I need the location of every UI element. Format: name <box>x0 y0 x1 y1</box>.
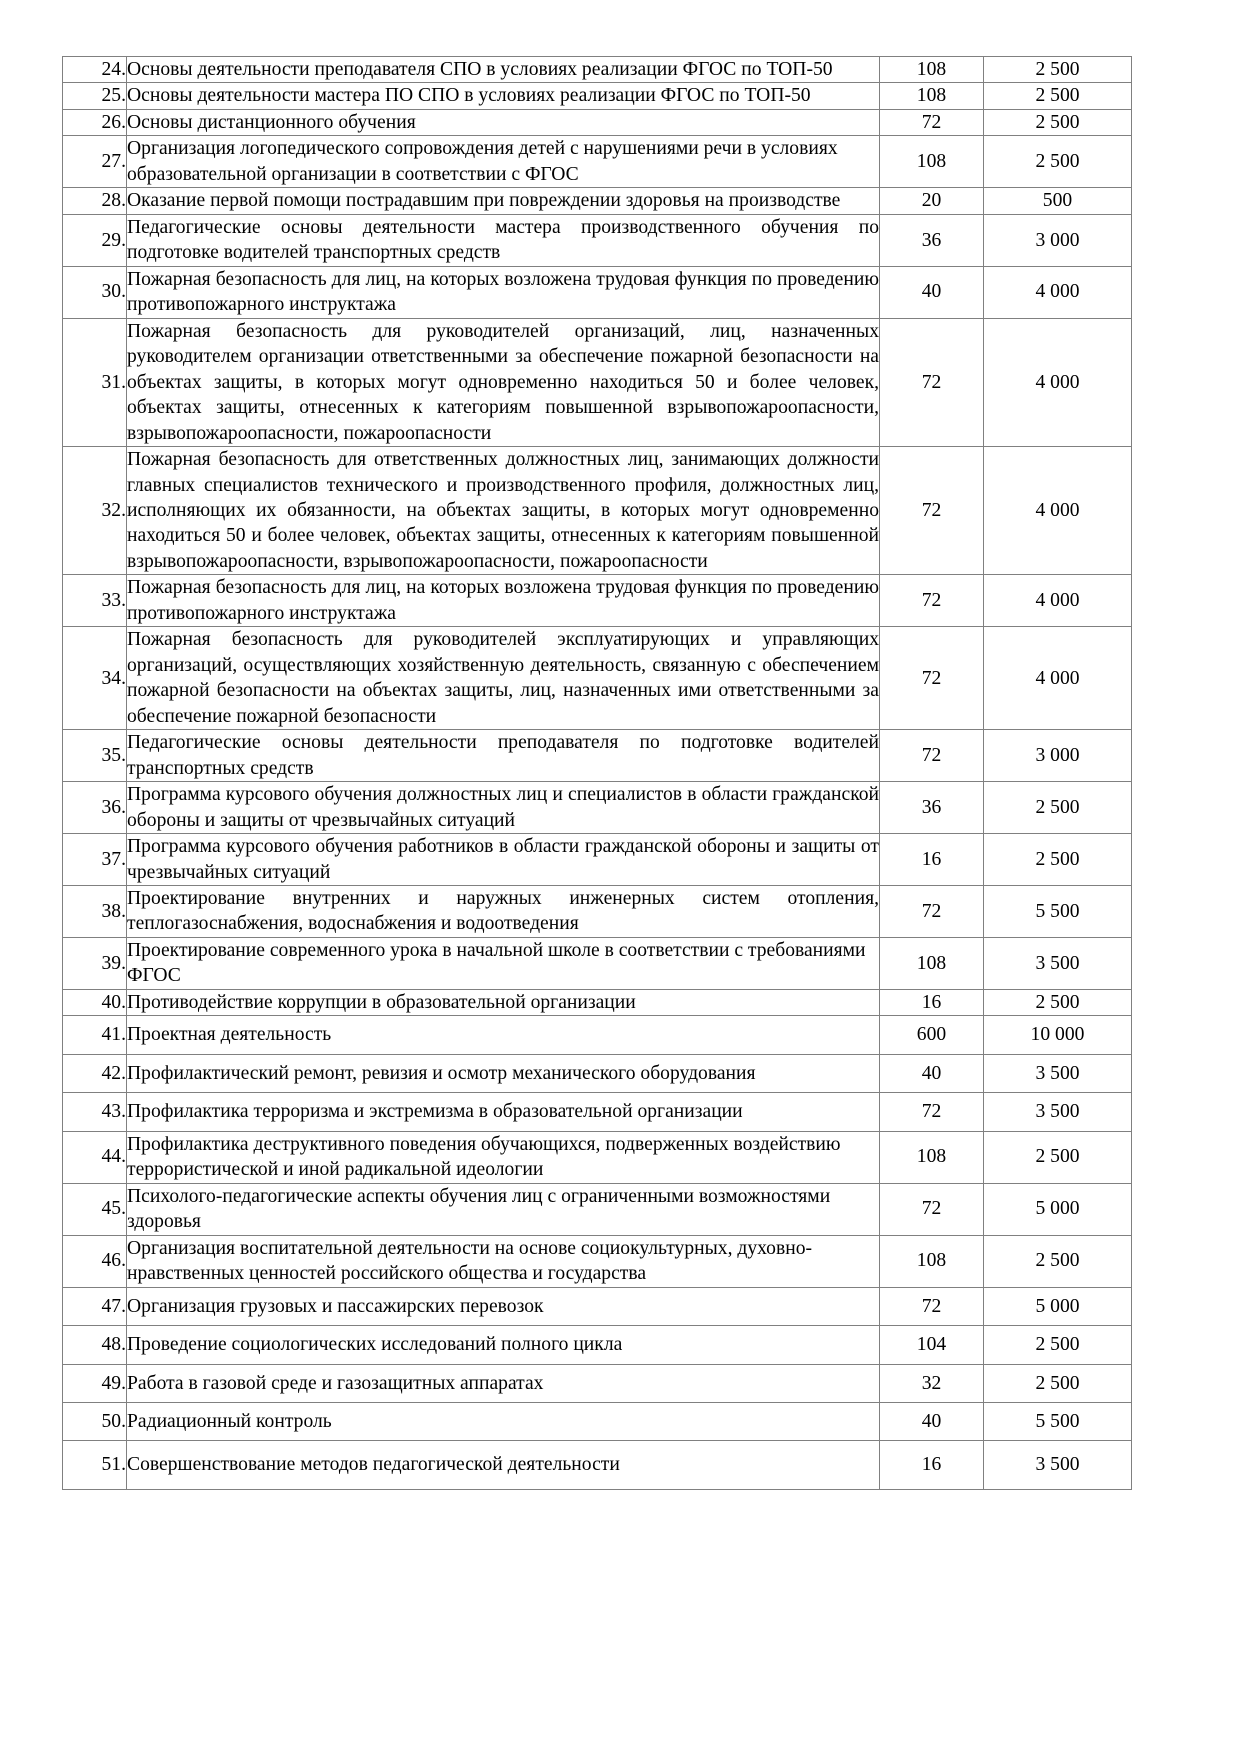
program-price: 4 000 <box>984 627 1132 730</box>
row-number: 44. <box>63 1131 127 1183</box>
table-row <box>63 834 1132 886</box>
row-number: 42. <box>63 1054 127 1092</box>
program-name: Пожарная безопасность для лиц, на которых возложена трудовая функция по проведению противопожарного инструктажа <box>127 575 880 627</box>
table-row <box>63 1016 1132 1054</box>
program-price: 500 <box>984 188 1132 214</box>
row-number: 43. <box>63 1093 127 1131</box>
program-hours: 72 <box>880 730 984 782</box>
program-name: Совершенствование методов педагогической деятельности <box>127 1441 880 1489</box>
row-number: 47. <box>63 1287 127 1325</box>
program-hours: 72 <box>880 318 984 446</box>
program-price: 2 500 <box>984 109 1132 135</box>
program-price: 4 000 <box>984 575 1132 627</box>
row-number: 38. <box>63 886 127 938</box>
program-name: Программа курсового обучения работников в области гражданской обороны и защиты от чрезвычайных ситуаций <box>127 834 880 886</box>
row-number: 45. <box>63 1183 127 1235</box>
table-row <box>63 1364 1132 1402</box>
program-name: Пожарная безопасность для руководителей эксплуатирующих и управляющих организаций, осуществляющих хозяйственную деятельность, связанную с обеспечением пожарной безопасности на объектах защиты, лиц, назначенных ими ответственными за обеспечение пожарной безопасности <box>127 627 880 730</box>
program-name: Проектирование внутренних и наружных инженерных систем отопления, теплогазоснабжения, водоснабжения и водоотведения <box>127 886 880 938</box>
table-row <box>63 627 1132 730</box>
table-row <box>63 1287 1132 1325</box>
program-price: 3 500 <box>984 937 1132 989</box>
program-hours: 20 <box>880 188 984 214</box>
program-hours: 40 <box>880 1402 984 1440</box>
row-number: 37. <box>63 834 127 886</box>
table-row <box>63 989 1132 1015</box>
row-number: 29. <box>63 214 127 266</box>
program-price: 2 500 <box>984 782 1132 834</box>
table-row <box>63 1441 1132 1489</box>
program-price: 2 500 <box>984 1235 1132 1287</box>
row-number: 39. <box>63 937 127 989</box>
programs-price-table <box>62 56 1132 1490</box>
program-name: Профилактический ремонт, ревизия и осмотр механического оборудования <box>127 1054 880 1092</box>
row-number: 28. <box>63 188 127 214</box>
table-row <box>63 937 1132 989</box>
program-hours: 72 <box>880 886 984 938</box>
program-hours: 32 <box>880 1364 984 1402</box>
row-number: 41. <box>63 1016 127 1054</box>
program-name: Организация воспитательной деятельности на основе социокультурных, духовно-нравственных ценностей российского общества и государства <box>127 1235 880 1287</box>
program-hours: 16 <box>880 834 984 886</box>
program-name: Радиационный контроль <box>127 1402 880 1440</box>
table-row <box>63 730 1132 782</box>
row-number: 46. <box>63 1235 127 1287</box>
row-number: 35. <box>63 730 127 782</box>
table-row <box>63 447 1132 575</box>
program-price: 3 500 <box>984 1093 1132 1131</box>
table-row <box>63 1131 1132 1183</box>
table-row <box>63 575 1132 627</box>
program-name: Пожарная безопасность для лиц, на которых возложена трудовая функция по проведению противопожарного инструктажа <box>127 266 880 318</box>
row-number: 51. <box>63 1441 127 1489</box>
table-body <box>63 57 1132 1490</box>
program-price: 10 000 <box>984 1016 1132 1054</box>
program-name: Профилактика терроризма и экстремизма в образовательной организации <box>127 1093 880 1131</box>
program-hours: 36 <box>880 782 984 834</box>
table-row <box>63 1402 1132 1440</box>
program-name: Организация грузовых и пассажирских перевозок <box>127 1287 880 1325</box>
program-price: 2 500 <box>984 1326 1132 1364</box>
program-name: Психолого-педагогические аспекты обучения лиц с ограниченными возможностями здоровья <box>127 1183 880 1235</box>
program-hours: 72 <box>880 1093 984 1131</box>
program-price: 2 500 <box>984 1364 1132 1402</box>
table-row <box>63 109 1132 135</box>
table-row <box>63 1235 1132 1287</box>
program-name: Проектная деятельность <box>127 1016 880 1054</box>
program-name: Работа в газовой среде и газозащитных аппаратах <box>127 1364 880 1402</box>
program-price: 3 500 <box>984 1441 1132 1489</box>
program-hours: 108 <box>880 136 984 188</box>
table-row <box>63 1093 1132 1131</box>
row-number: 34. <box>63 627 127 730</box>
program-hours: 72 <box>880 627 984 730</box>
program-hours: 40 <box>880 266 984 318</box>
program-hours: 108 <box>880 57 984 83</box>
program-price: 2 500 <box>984 57 1132 83</box>
table-row <box>63 886 1132 938</box>
row-number: 48. <box>63 1326 127 1364</box>
program-name: Педагогические основы деятельности преподавателя по подготовке водителей транспортных средств <box>127 730 880 782</box>
table-row <box>63 83 1132 109</box>
program-price: 3 000 <box>984 214 1132 266</box>
row-number: 31. <box>63 318 127 446</box>
program-name: Оказание первой помощи пострадавшим при повреждении здоровья на производстве <box>127 188 880 214</box>
program-name: Пожарная безопасность для руководителей организаций, лиц, назначенных руководителем организации ответственными за обеспечение пожарной безопасности на объектах защиты, в которых могут одновременно находиться 50 и более человек, объектах защиты, отнесенных к категориям повышенной взрывопожароопасности, взрывопожароопасности, пожароопасности <box>127 318 880 446</box>
program-hours: 108 <box>880 1131 984 1183</box>
program-hours: 72 <box>880 1183 984 1235</box>
table-row <box>63 214 1132 266</box>
program-hours: 40 <box>880 1054 984 1092</box>
program-hours: 72 <box>880 1287 984 1325</box>
table-row <box>63 1183 1132 1235</box>
program-hours: 108 <box>880 1235 984 1287</box>
program-price: 3 000 <box>984 730 1132 782</box>
program-price: 4 000 <box>984 447 1132 575</box>
table-row <box>63 782 1132 834</box>
row-number: 33. <box>63 575 127 627</box>
program-hours: 72 <box>880 575 984 627</box>
row-number: 36. <box>63 782 127 834</box>
program-hours: 16 <box>880 989 984 1015</box>
program-name: Пожарная безопасность для ответственных должностных лиц, занимающих должности главных специалистов технического и производственного профиля, должностных лиц, исполняющих их обязанности, на объектах защиты, в которых могут одновременно находиться 50 и более человек, объектах защиты, отнесенных к категориям повышенной взрывопожароопасности, взрывопожароопасности, пожароопасности <box>127 447 880 575</box>
program-hours: 104 <box>880 1326 984 1364</box>
table-row <box>63 188 1132 214</box>
row-number: 25. <box>63 83 127 109</box>
table-row <box>63 318 1132 446</box>
program-price: 2 500 <box>984 989 1132 1015</box>
row-number: 49. <box>63 1364 127 1402</box>
program-price: 3 500 <box>984 1054 1132 1092</box>
table-row <box>63 1326 1132 1364</box>
program-name: Основы дистанционного обучения <box>127 109 880 135</box>
program-hours: 72 <box>880 109 984 135</box>
program-name: Проведение социологических исследований полного цикла <box>127 1326 880 1364</box>
program-hours: 108 <box>880 83 984 109</box>
program-price: 2 500 <box>984 834 1132 886</box>
program-name: Организация логопедического сопровождения детей с нарушениями речи в условиях образовательной организации в соответствии с ФГОС <box>127 136 880 188</box>
row-number: 24. <box>63 57 127 83</box>
program-price: 4 000 <box>984 318 1132 446</box>
program-price: 2 500 <box>984 136 1132 188</box>
program-name: Основы деятельности преподавателя СПО в условиях реализации ФГОС по ТОП-50 <box>127 57 880 83</box>
row-number: 26. <box>63 109 127 135</box>
program-price: 4 000 <box>984 266 1132 318</box>
program-name: Программа курсового обучения должностных лиц и специалистов в области гражданской обороны и защиты от чрезвычайных ситуаций <box>127 782 880 834</box>
row-number: 40. <box>63 989 127 1015</box>
program-name: Проектирование современного урока в начальной школе в соответствии с требованиями ФГОС <box>127 937 880 989</box>
program-price: 5 000 <box>984 1183 1132 1235</box>
program-price: 5 500 <box>984 886 1132 938</box>
table-row <box>63 136 1132 188</box>
program-price: 5 500 <box>984 1402 1132 1440</box>
program-hours: 16 <box>880 1441 984 1489</box>
program-hours: 600 <box>880 1016 984 1054</box>
program-name: Основы деятельности мастера ПО СПО в условиях реализации ФГОС по ТОП-50 <box>127 83 880 109</box>
row-number: 50. <box>63 1402 127 1440</box>
program-price: 5 000 <box>984 1287 1132 1325</box>
program-price: 2 500 <box>984 83 1132 109</box>
program-name: Педагогические основы деятельности мастера производственного обучения по подготовке водителей транспортных средств <box>127 214 880 266</box>
row-number: 27. <box>63 136 127 188</box>
row-number: 30. <box>63 266 127 318</box>
program-hours: 72 <box>880 447 984 575</box>
table-row <box>63 57 1132 83</box>
program-name: Противодействие коррупции в образовательной организации <box>127 989 880 1015</box>
program-price: 2 500 <box>984 1131 1132 1183</box>
table-row <box>63 266 1132 318</box>
row-number: 32. <box>63 447 127 575</box>
program-hours: 108 <box>880 937 984 989</box>
table-row <box>63 1054 1132 1092</box>
program-name: Профилактика деструктивного поведения обучающихся, подверженных воздействию террористической и иной радикальной идеологии <box>127 1131 880 1183</box>
program-hours: 36 <box>880 214 984 266</box>
